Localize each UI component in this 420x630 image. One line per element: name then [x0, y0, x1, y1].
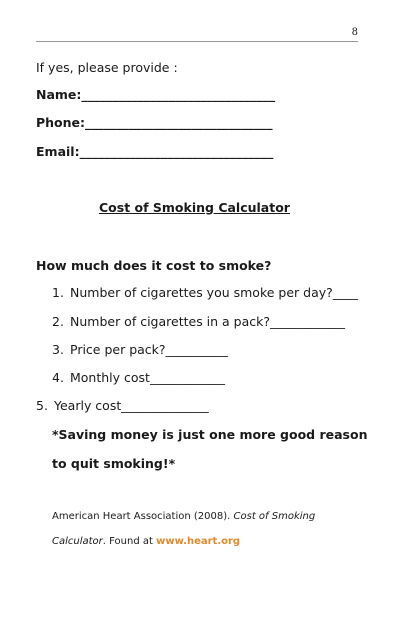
calculator-title: Cost of Smoking Calculator — [99, 200, 290, 215]
name-blank: _______________________________ — [81, 87, 276, 102]
list-item-number: 1. — [52, 285, 64, 300]
list-item — [52, 370, 225, 385]
phone-blank: ______________________________ — [85, 115, 273, 130]
intro-text: If yes, please provide : — [36, 60, 178, 75]
calculator-question: How much does it cost to smoke? — [36, 258, 272, 273]
list-item-number: 3. — [52, 342, 64, 357]
list-item — [52, 314, 345, 329]
citation-title-part2: Calculator — [52, 536, 103, 547]
list-item-text: Price per pack?__________ — [70, 342, 229, 357]
citation-found-at: . Found at — [102, 536, 157, 547]
reason-line-1: *Saving money is just one more good reason — [52, 427, 368, 442]
citation-line-1 — [52, 511, 315, 522]
list-item — [52, 285, 358, 300]
list-item — [36, 398, 209, 413]
list-item-number: 5. — [36, 398, 48, 413]
heart-org-link[interactable]: www.heart.org — [156, 536, 241, 547]
email-field — [36, 144, 273, 159]
citation-title-part1: Cost of Smoking — [233, 511, 316, 522]
email-blank: _______________________________ — [79, 144, 274, 159]
list-item-text: Monthly cost____________ — [70, 370, 225, 385]
list-item-number: 4. — [52, 370, 64, 385]
reason-line-2: to quit smoking!* — [52, 456, 176, 471]
citation-line-2 — [52, 536, 240, 547]
list-item-text: Yearly cost______________ — [54, 398, 209, 413]
page-number: 8 — [351, 27, 358, 38]
list-item-text: Number of cigarettes in a pack?____________ — [70, 314, 346, 329]
phone-label: Phone: — [36, 115, 86, 130]
citation-prefix: American Heart Association (2008). — [52, 511, 234, 522]
list-item-text: Number of cigarettes you smoke per day?____ — [70, 285, 358, 300]
phone-field — [36, 115, 273, 130]
list-item-number: 2. — [52, 314, 64, 329]
name-label: Name: — [36, 87, 82, 102]
header-rule — [36, 41, 358, 42]
email-label: Email: — [36, 144, 80, 159]
name-field — [36, 87, 275, 102]
list-item — [52, 342, 228, 357]
